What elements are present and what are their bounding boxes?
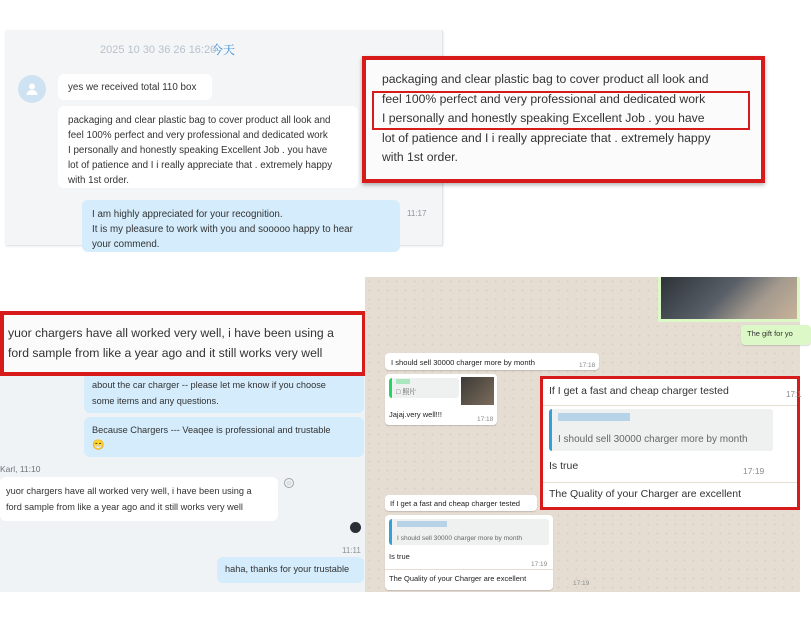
callout-title: If I get a fast and cheap charger tested [549,385,729,397]
message-reply-thanks[interactable]: haha, thanks for your trustable [217,557,364,583]
callout-line: lot of patience and I i really appreciate that . extremely happy [382,130,711,145]
message-time: 17:19 [573,580,590,587]
message-line: ford sample from like a year ago and it still works very well [6,502,243,512]
zoom-callout-chargers [0,311,366,376]
customer-avatar[interactable] [18,75,46,103]
zoom-callout-quality [540,376,800,510]
callout-line: with 1st order. [382,150,458,164]
message-line: I am highly appreciated for your recognition. [92,209,283,220]
camera-icon: □ [396,389,401,396]
message-line: your commend. [92,239,160,250]
is-true-text: Is true [389,552,410,561]
message-line: It is my pleasure to work with you and sooooo happy to hear [92,224,353,235]
message-line: I personally and honestly speaking Excellent Job . you have [68,145,328,156]
smiley-react-icon[interactable]: ☺ [285,480,293,487]
photo-label [396,387,416,398]
message-quoted-reply[interactable] [385,515,590,590]
quote-author-bar [397,521,447,527]
message-line: packaging and clear plastic bag to cover product all look and [68,115,331,126]
quoted-message [389,519,549,545]
callout-line: feel 100% perfect and very professional and dedicated work [382,91,706,106]
message-packaging-feedback[interactable] [58,106,358,188]
message-time: 17:18 [477,416,494,423]
quality-text: The Quality of your Charger are excellent [549,488,742,500]
message-received-boxes[interactable]: yes we received total 110 box [58,74,212,100]
chat-window-bottom [0,360,365,592]
photo-thumbnail[interactable] [461,377,494,405]
callout-line: ford sample from like a year ago and it still works very well [8,346,323,360]
message-line: lot of patience and I i really appreciate that . extremely happy [68,160,333,171]
highlight-box-excellent [372,91,750,130]
user-icon [24,81,40,97]
gift-photo[interactable] [658,277,800,322]
message-time: 11:17 [407,209,427,218]
message-line: feel 100% perfect and very professional and dedicated work [68,130,328,141]
quote-text: I should sell 30000 charger more by month [558,434,748,445]
message-line: yuor chargers have all worked very well, i have been using a [6,486,252,496]
message-line: with 1st order. [68,175,129,186]
message-line: Because Chargers --- Veaqee is professional and trustable [92,425,331,435]
date-divider: 今天 [211,43,236,57]
message-line: some items and any questions. [92,396,219,406]
divider [543,482,797,483]
callout-line: yuor chargers have all worked very well, i have been using a [8,326,334,340]
message-time: 17:19 [743,466,765,476]
message-time: 17:18 [579,362,596,369]
message-customer-chargers[interactable] [0,477,278,521]
is-true-text: Is true [549,460,579,472]
message-car-charger[interactable] [84,373,364,413]
avatar[interactable] [350,522,361,533]
photo-caption: Jajaj.very well!!! [389,410,442,419]
message-line: about the car charger -- please let me know if you choose [92,380,326,390]
quote-author-bar [558,413,630,421]
callout-line: packaging and clear plastic bag to cover product all look and [382,72,709,86]
quote-text: I should sell 30000 charger more by month [397,535,522,542]
divider [385,569,553,570]
callout-line: I personally and honestly speaking Excellent Job . you have [382,111,705,125]
quote-author-bar [396,379,410,384]
photo-reply-quote [389,378,459,398]
callout-quoted-message [549,409,773,451]
emoji-icon: 😁 [92,440,105,451]
message-time: 11:11 [342,546,361,555]
sender-label: Karl, 11:10 [0,464,41,474]
message-time: 17:19 [531,561,548,568]
message-sell-charger[interactable]: I should sell 30000 charger more by month [385,353,599,370]
message-brand-trust[interactable] [84,417,364,457]
message-photo[interactable] [385,374,497,425]
gift-caption[interactable]: The gift for yo [741,325,811,345]
message-reply-appreciation[interactable] [82,200,400,252]
divider [543,405,797,406]
quality-text: The Quality of your Charger are excellent [389,574,527,583]
faded-message: 2025 10 30 36 26 16:20 [100,44,217,56]
message-fast-charger[interactable]: If I get a fast and cheap charger tested [385,495,537,511]
photo-label-text: 照片 [402,389,417,396]
message-time: 17:1 [786,390,802,399]
